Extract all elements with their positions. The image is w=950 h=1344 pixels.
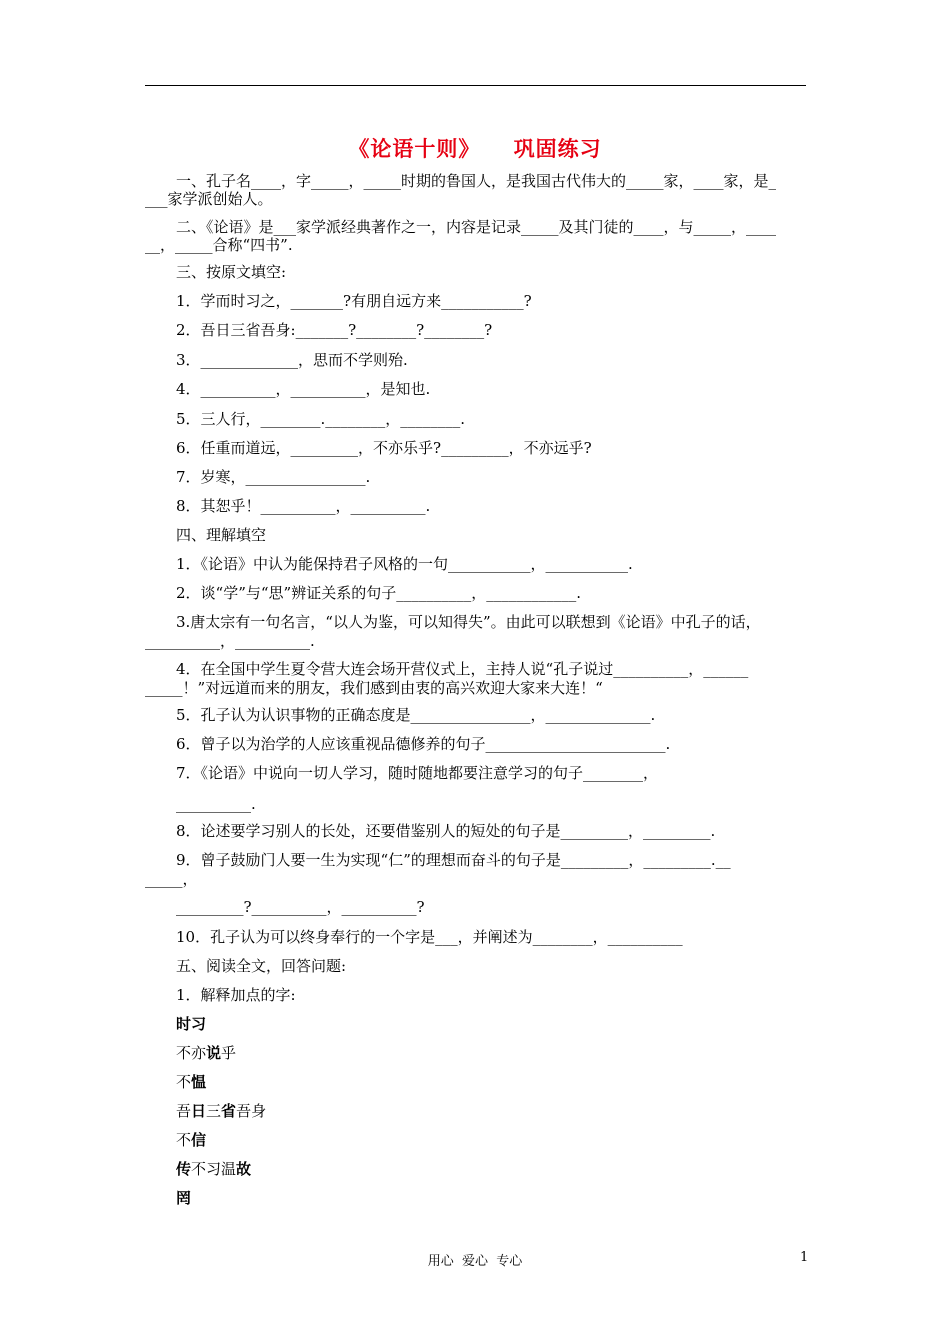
item-3-2: 2．吾日三省吾身:_______?________?________? xyxy=(176,321,493,339)
item-4-4-line-2: _____！”对远道而来的朋友，我们感到由衷的高兴欢迎大家来大连！“ xyxy=(145,679,603,697)
item-4-3-line-1: 3.唐太宗有一句名言，“以人为鉴，可以知得失”。由此可以联想到《论语》中孔子的话， xyxy=(176,613,761,631)
item-3-4: 4．__________，__________，是知也. xyxy=(176,380,431,398)
section-5-heading: 五、阅读全文，回答问题: xyxy=(176,957,347,975)
word-item: 不信 xyxy=(176,1131,207,1149)
item-4-10: 10．孔子认为可以终身奉行的一个字是___，并阐述为________，__________ xyxy=(176,928,683,946)
item-4-7-line-1: 7．《论语》中说向一切人学习，随时随地都要注意学习的句子________， xyxy=(176,764,659,782)
item-3-8: 8．其恕乎！__________，__________. xyxy=(176,497,431,515)
item-3-6: 6．任重而道远，_________，不亦乐乎?_________，不亦远乎? xyxy=(176,439,592,457)
item-4-2: 2．谈“学”与“思”辨证关系的句子__________，____________. xyxy=(176,584,581,602)
item-4-9-line-3: _________?__________，__________? xyxy=(176,898,425,916)
q2-line-2: __，_____合称“四书”. xyxy=(145,236,293,254)
word-item: 吾日三省吾身 xyxy=(176,1102,267,1120)
item-4-5: 5．孔子认为认识事物的正确态度是________________，______________. xyxy=(176,706,656,724)
page-title: 《论语十则》 巩固练习 xyxy=(348,137,602,161)
section-3-heading: 三、按原文填空: xyxy=(176,263,287,281)
word-item: 罔 xyxy=(176,1189,192,1207)
header-rule xyxy=(145,85,806,86)
item-3-1: 1．学而时习之，_______?有朋自远方来___________? xyxy=(176,292,532,310)
item-4-6: 6．曾子以为治学的人应该重视品德修养的句子________________________. xyxy=(176,735,671,753)
item-3-3: 3．_____________，思而不学则殆. xyxy=(176,351,408,369)
item-4-1: 1．《论语》中认为能保持君子风格的一句___________，___________. xyxy=(176,555,633,573)
q2-line-1: 二、《论语》是___家学派经典著作之一，内容是记录_____及其门徒的____，与_____，____ xyxy=(176,218,777,236)
item-4-8: 8．论述要学习别人的长处，还要借鉴别人的短处的句子是_________，_________. xyxy=(176,822,716,840)
item-4-3-line-2: __________，__________. xyxy=(145,632,315,650)
item-4-4-line-1: 4．在全国中学生夏令营大连会场开营仪式上，主持人说“孔子说过__________，______ xyxy=(176,660,749,678)
item-4-7-line-2: __________. xyxy=(176,795,256,813)
item-4-9-line-1: 9．曾子鼓励门人要一生为实现“仁”的理想而奋斗的句子是_________，_________.__ xyxy=(176,851,731,869)
section-4-heading: 四、理解填空 xyxy=(176,526,267,544)
footer-text: 用心 爱心 专心 xyxy=(427,1254,523,1269)
q1-line-2: ___家学派创始人。 xyxy=(145,190,273,208)
page-number: 1 xyxy=(800,1250,809,1265)
item-3-5: 5．三人行，________.________，________. xyxy=(176,410,466,428)
item-3-7: 7．岁寒，________________. xyxy=(176,468,371,486)
word-item: 不亦说乎 xyxy=(176,1044,237,1062)
item-5-1: 1．解释加点的字: xyxy=(176,986,296,1004)
word-item: 不愠 xyxy=(176,1073,207,1091)
word-item: 时习 xyxy=(176,1015,207,1033)
q1-line-1: 一、孔子名____，字_____，_____时期的鲁国人，是我国古代伟大的_____家，____家，是_ xyxy=(176,172,777,190)
word-item: 传不习温故 xyxy=(176,1160,252,1178)
item-4-9-line-2: _____， xyxy=(145,870,198,888)
